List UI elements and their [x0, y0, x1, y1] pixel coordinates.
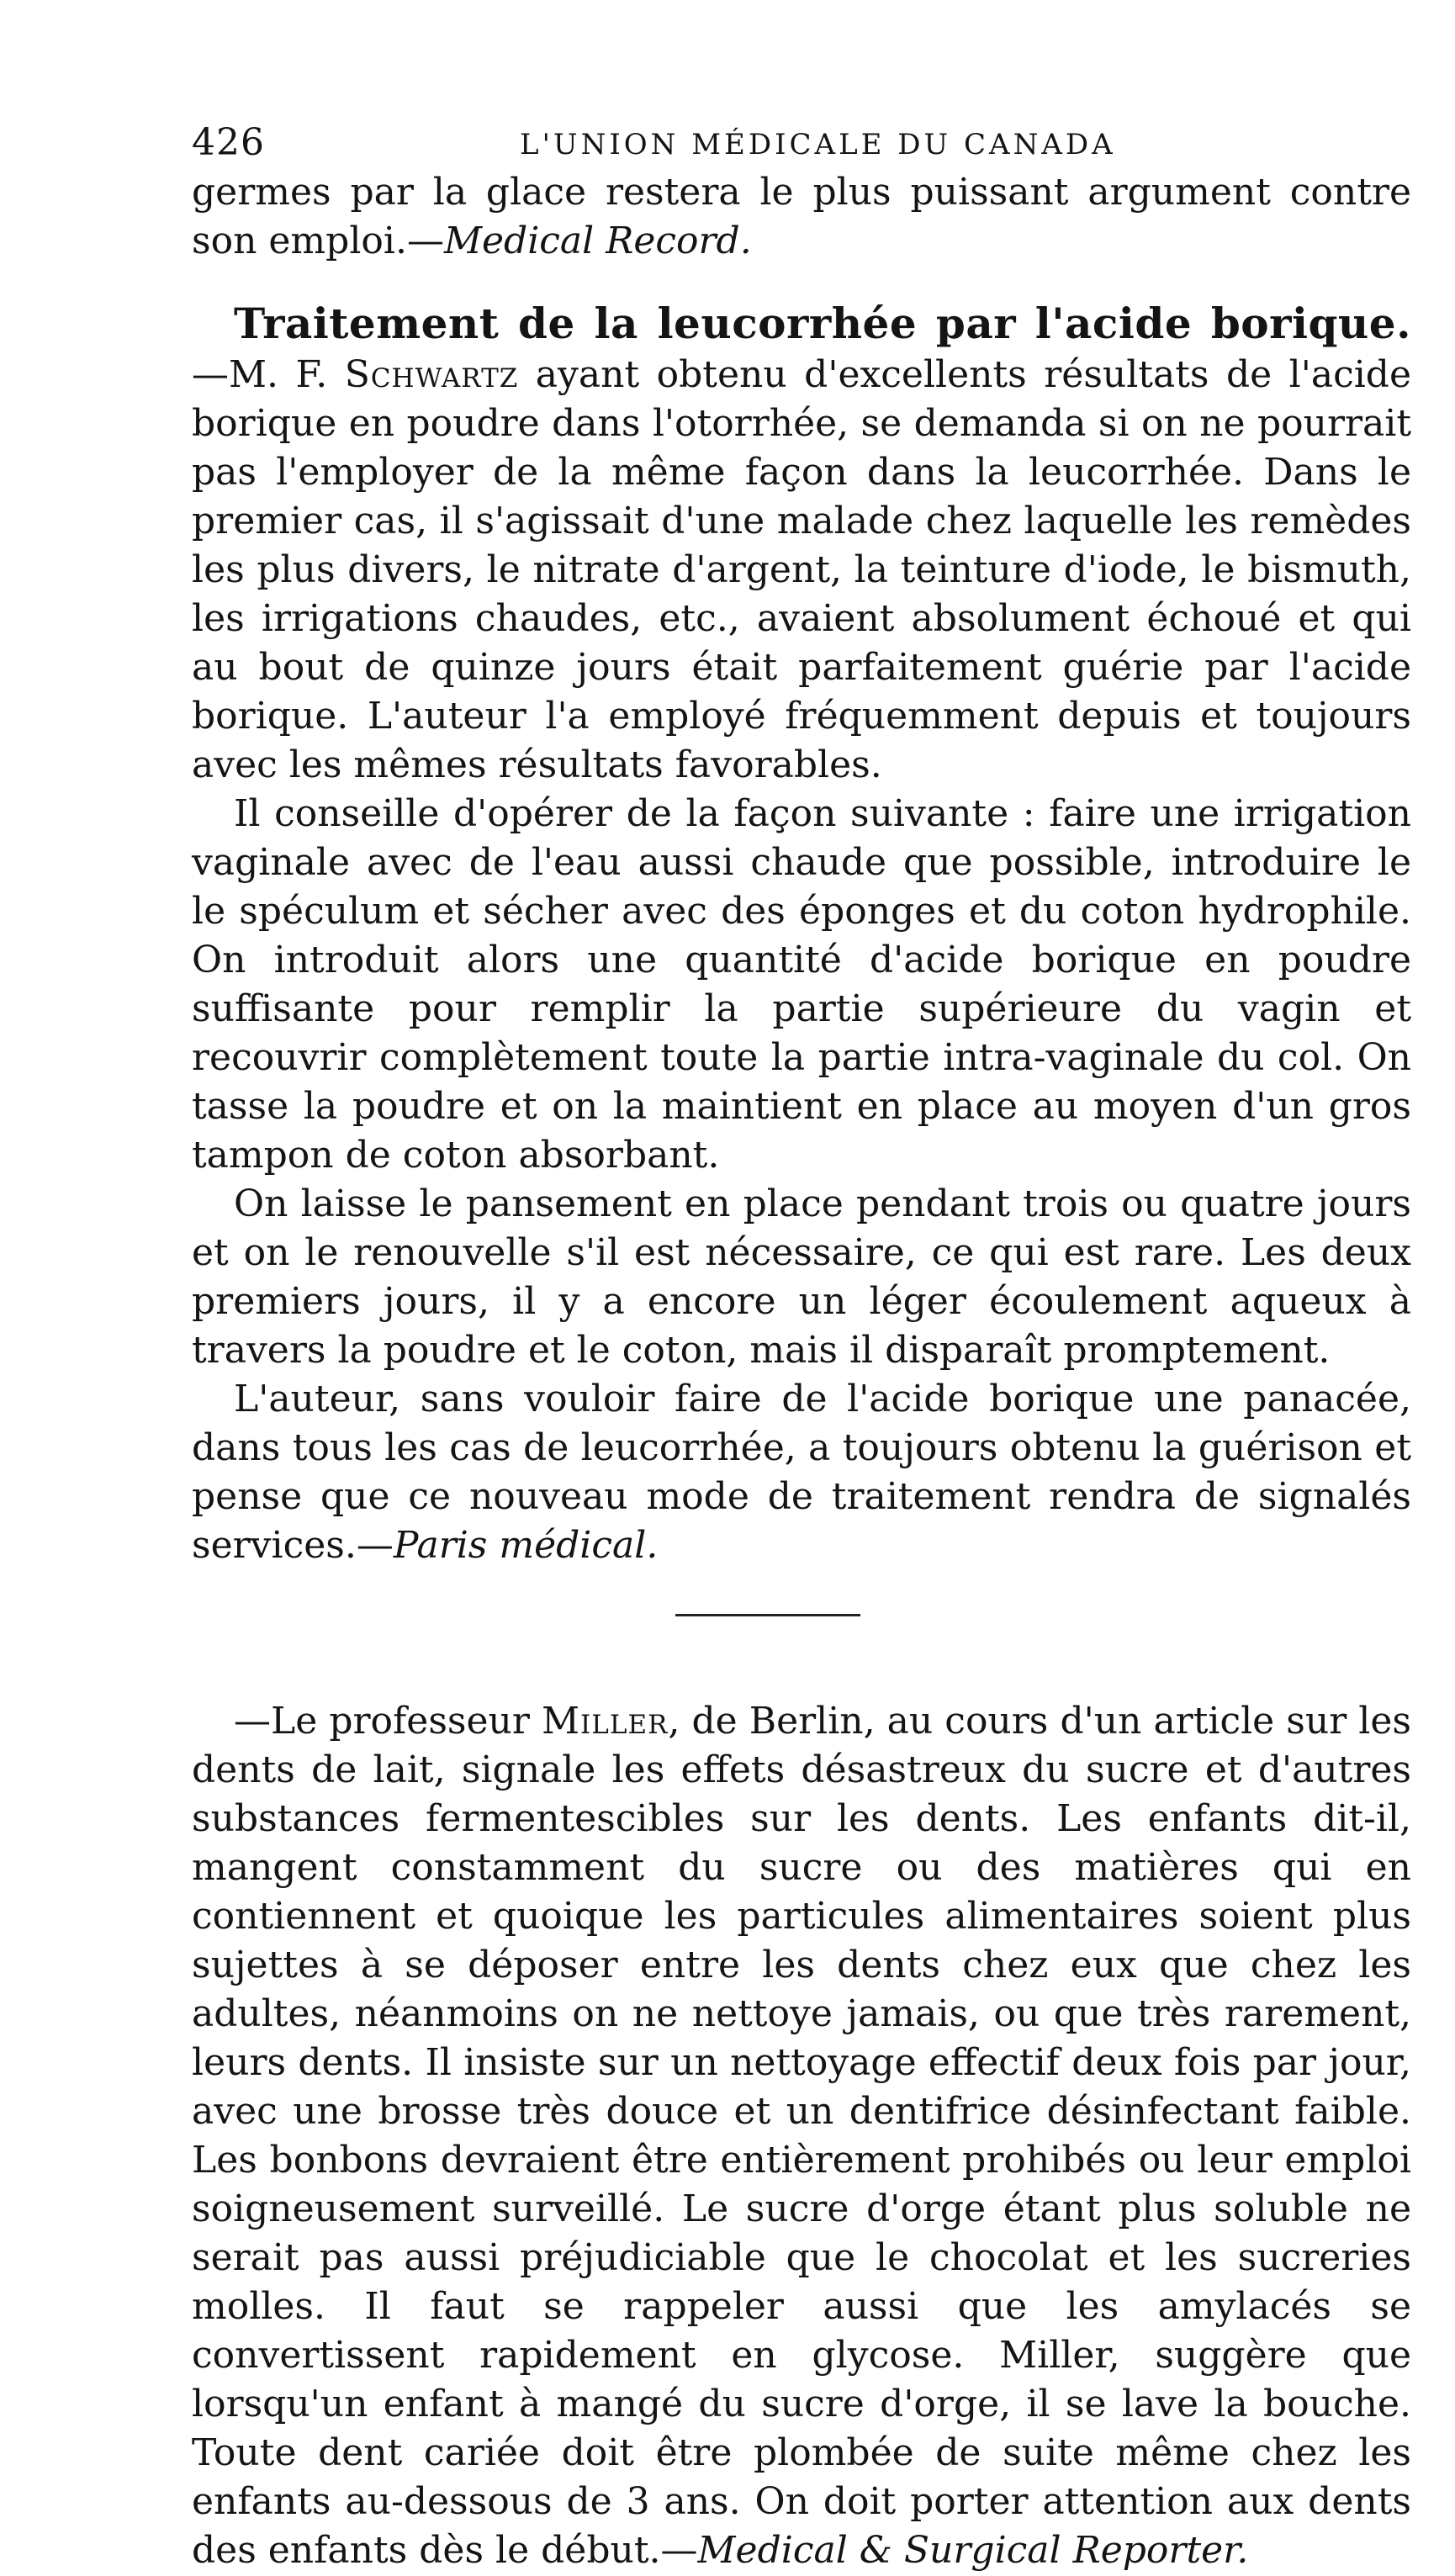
- article1-source: Paris médical.: [393, 1524, 659, 1567]
- section-divider: [675, 1614, 860, 1616]
- article1-author: Schwartz: [344, 353, 519, 396]
- article1-paragraph-4: [192, 1375, 1411, 1570]
- continuation-source: Medical Record.: [443, 220, 752, 262]
- article2-paragraph: [192, 1697, 1411, 2575]
- article1-title: Traitement de la leucorrhée par l'acide borique.: [234, 299, 1411, 348]
- article2-lead-prefix: —Le professeur: [234, 1700, 542, 1743]
- article2-text: , de Berlin, au cours d'un article sur les dents de lait, signale les effets désastreux du sucre et d'autres substances fermentescibles sur les dents. Les enfants dit-il, mangent constamment du sucre ou des matières qui en contiennent et quoique les particules alimentaires soient plus sujettes à se déposer entre les dents chez eux que chez les adultes, néanmoins on ne nettoye jamais, ou que très rarement, leurs dents. Il insiste sur un nettoyage effectif deux fois par jour, avec une brosse très douce et un dentifrice désinfectant faible. Les bonbons devraient être entièrement prohibés ou leur emploi soigneusement surveillé. Le sucre d'orge étant plus soluble ne serait pas aussi préjudiciable que le chocolat et les sucreries molles. Il faut se rappeler aussi que les amylacés se convertissent rapidement en glycose. Miller, suggère que lorsqu'un enfant à mangé du sucre d'orge, il se lave la bouche. Toute dent cariée doit être plombée de suite même chez les enfants au-dessous de 3 ans. On doit porter attention aux dents des enfants dès le début.—: [192, 1700, 1411, 2572]
- article2-author: Miller: [541, 1700, 669, 1743]
- journal-title: L'UNION MÉDICALE DU CANADA: [520, 128, 1116, 161]
- article1-paragraph-3: On laisse le pansement en place pendant trois ou quatre jours et on le renouvelle s'il est nécessaire, ce qui est rare. Les deux premiers jours, il y a encore un léger écoulement aqueux à travers la poudre et le coton, mais il disparaît promptement.: [192, 1182, 1411, 1372]
- article2-source: Medical & Surgical Reporter.: [697, 2529, 1249, 2572]
- page-number: 426: [192, 121, 265, 164]
- article1-paragraph-4-text: L'auteur, sans vouloir faire de l'acide borique une panacée, dans tous les cas de leucorrhée, a toujours obtenu la guérison et pense que ce nouveau mode de traitement rendra de signalés services.—: [192, 1378, 1411, 1567]
- article1-lead-paragraph: [192, 299, 1411, 790]
- continuation-paragraph: [192, 168, 1411, 266]
- article1-lead-text: ayant obtenu d'excellents résultats de l'acide borique en poudre dans l'otorrhée, se demanda si on ne pourrait pas l'employer de la même façon dans la leucorrhée. Dans le premier cas, il s'agissait d'une malade chez laquelle les remèdes les plus divers, le nitrate d'argent, la teinture d'iode, le bismuth, les irrigations chaudes, etc., avaient absolument échoué et qui au bout de quinze jours était parfaitement guérie par l'acide borique. L'auteur l'a employé fréquemment depuis et toujours avec les mêmes résultats favorables.: [192, 353, 1411, 786]
- spacer: [192, 1616, 1411, 1697]
- article1-author-prefix: —M. F.: [192, 353, 345, 396]
- continuation-text: germes par la glace restera le plus puissant argument contre son emploi.—: [192, 171, 1411, 262]
- article1-paragraph-2: Il conseille d'opérer de la façon suivante : faire une irrigation vaginale avec de l'eau aussi chaude que possible, introduire le le spéculum et sécher avec des éponges et du coton hydrophile. On introduit alors une quantité d'acide borique en poudre suffisante pour remplir la partie supérieure du vagin et recouvrir complètement toute la partie intra-vaginale du col. On tasse la poudre et on la maintient en place au moyen d'un gros tampon de coton absorbant.: [192, 792, 1411, 1177]
- article-body: [192, 168, 1411, 2575]
- spacer: [192, 266, 1411, 299]
- running-head: [192, 109, 1411, 168]
